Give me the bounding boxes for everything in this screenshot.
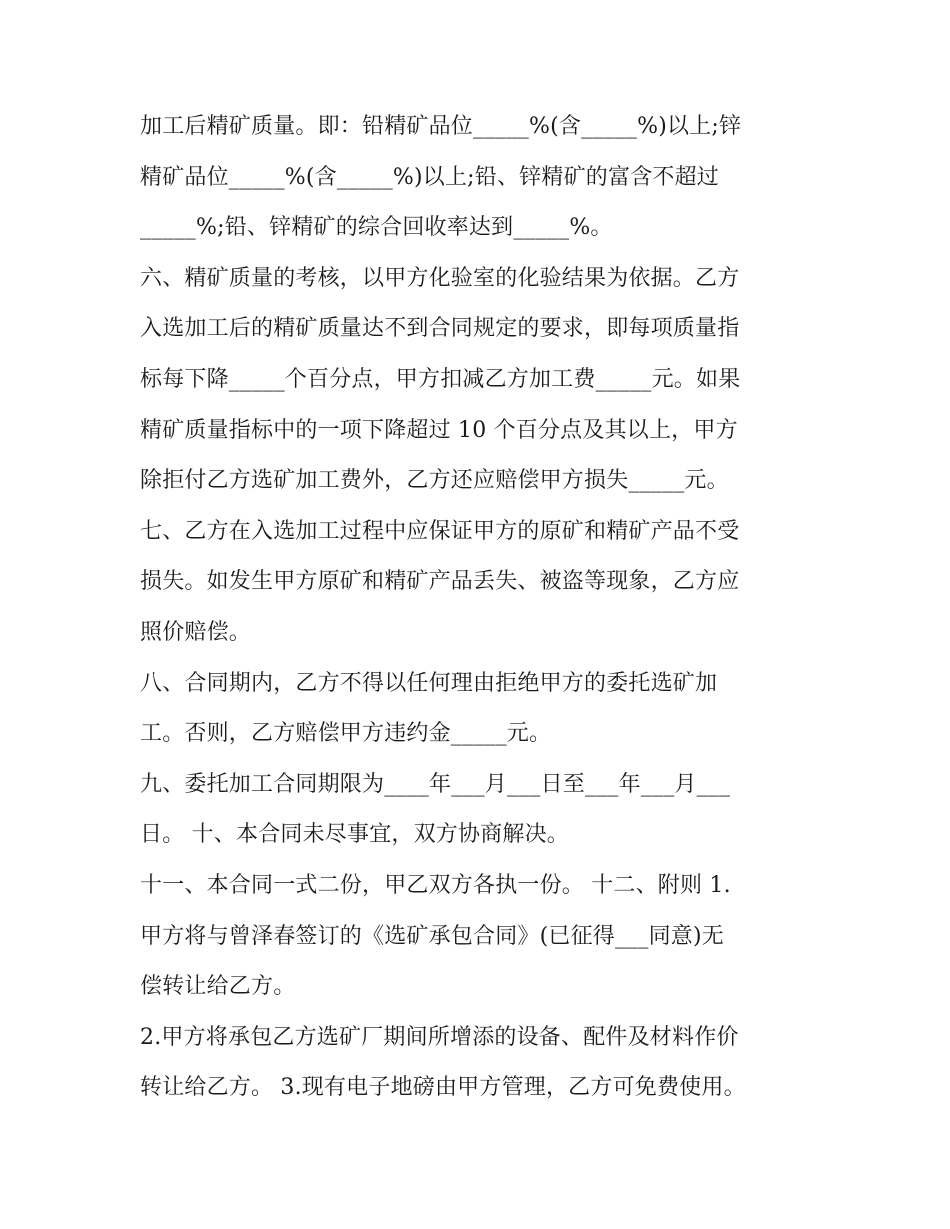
text-line: 损失。如发生甲方原矿和精矿产品丢失、被盗等现象，乙方应 — [140, 569, 740, 595]
clause-8-line: 八、合同期内，乙方不得以任何理由拒绝甲方的委托选矿加 — [140, 670, 718, 696]
text-line: 入选加工后的精矿质量达不到合同规定的要求，即每项质量指 — [140, 316, 740, 342]
text-line: 日。 十、本合同未尽事宜，双方协商解决。 — [140, 822, 569, 848]
text-line: 工。否则，乙方赔偿甲方违约金_____元。 — [140, 721, 552, 747]
text-line: 标每下降_____个百分点，甲方扣减乙方加工费_____元。如果 — [140, 366, 741, 392]
contract-text — [140, 102, 820, 1114]
text-line: 精矿品位_____%(含_____%)以上;铅、锌精矿的富含不超过 — [140, 164, 719, 190]
text-line: 加工后精矿质量。即：铅精矿品位_____%(含_____%)以上;锌 — [140, 114, 742, 139]
text-line: 精矿质量指标中的一项下降超过 10 个百分点及其以上，甲方 — [140, 417, 738, 443]
clause-6-line: 六、精矿质量的考核，以甲方化验室的化验结果为依据。乙方 — [140, 265, 740, 291]
clause-11-line: 十一、本合同一式二份，甲乙双方各执一份。 十二、附则 1. — [140, 872, 731, 898]
text-line: _____%;铅、锌精矿的综合回收率达到_____%。 — [140, 215, 613, 241]
clause-7-line: 七、乙方在入选加工过程中应保证甲方的原矿和精矿产品不受 — [140, 518, 740, 544]
text-line: 除拒付乙方选矿加工费外，乙方还应赔偿甲方损失_____元。 — [140, 468, 729, 494]
text-line: 转让给乙方。 3.现有电子地磅由甲方管理，乙方可免费使用。 — [140, 1075, 746, 1101]
clause-9-line: 九、委托加工合同期限为____年___月___日至___年___月___ — [140, 771, 731, 797]
text-line: 偿转让给乙方。 — [140, 974, 296, 1000]
text-line: 2.甲方将承包乙方选矿厂期间所增添的设备、配件及材料作价 — [140, 1024, 739, 1050]
text-line: 甲方将与曾泽春签订的《选矿承包合同》(已征得___同意)无 — [140, 923, 724, 949]
text-line: 照价赔偿。 — [140, 619, 252, 645]
